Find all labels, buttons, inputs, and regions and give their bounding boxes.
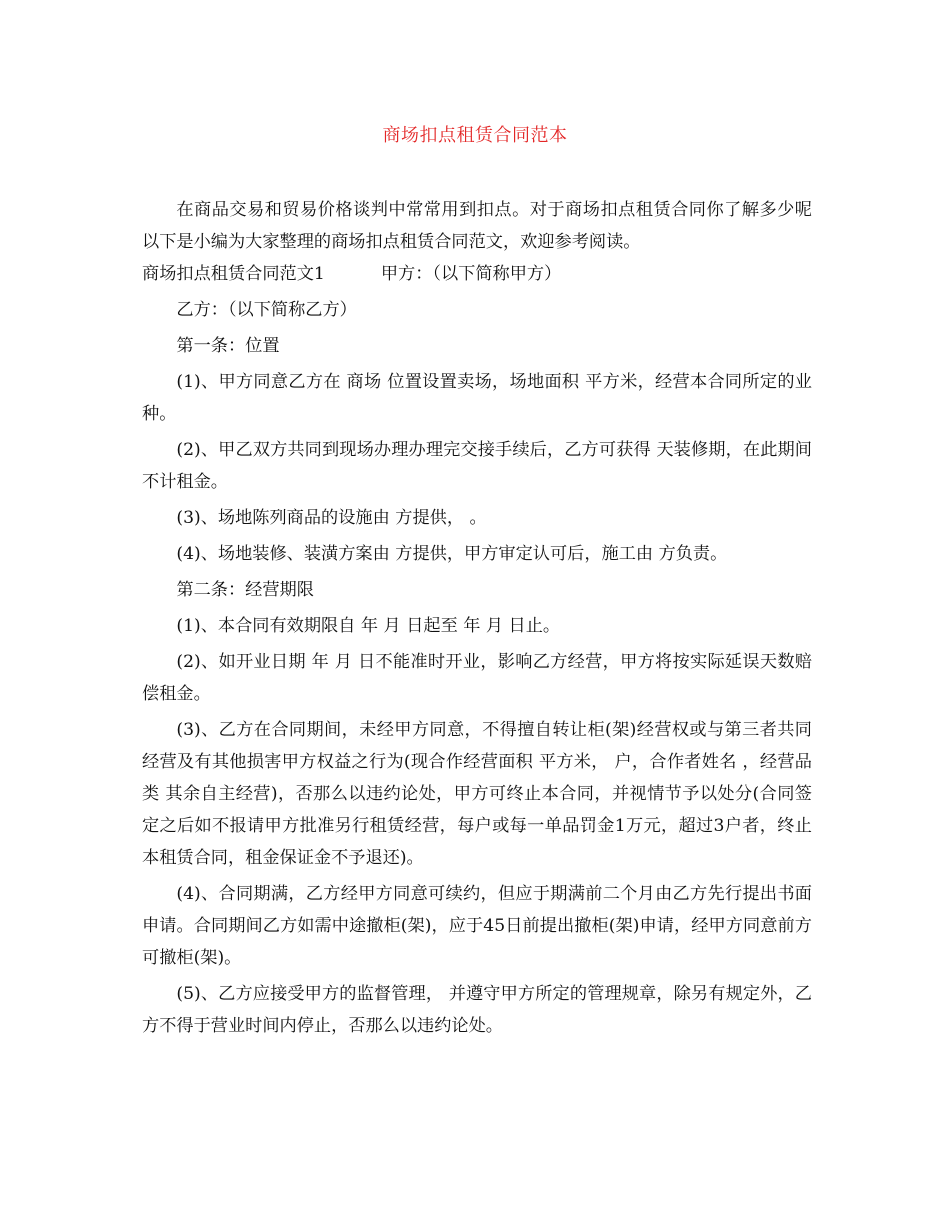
article-1-clause-3: (3)、场地陈列商品的设施由 方提供， 。	[176, 508, 487, 528]
article-2-clause-1: (1)、本合同有效期限自 年 月 日起至 年 月 日止。	[176, 616, 561, 636]
article-2-clause-4: (4)、合同期满，乙方经甲方同意可续约，但应于期满前二个月由乙方先行提出书面申请。合同期间乙方如需中途撤柜(架)，应于45日前提出撤柜(架)申请，经甲方同意前方可撤柜(架)。	[142, 884, 812, 968]
article-1-clause-2: (2)、甲乙双方共同到现场办理办理完交接手续后，乙方可获得 天装修期，在此期间不计租金。	[142, 440, 812, 492]
party-b-line: 乙方：（以下简称乙方）	[176, 300, 357, 320]
intro-paragraph: 在商品交易和贸易价格谈判中常常用到扣点。对于商场扣点租赁合同你了解多少呢以下是小编为大家整理的商场扣点租赁合同范文，欢迎参考阅读。	[142, 200, 812, 252]
party-a-line: 甲方：（以下简称甲方）	[380, 264, 562, 284]
article-1-heading: 第一条：位置	[176, 336, 280, 356]
article-1-clause-4: (4)、场地装修、装潢方案由 方提供，甲方审定认可后，施工由 方负责。	[176, 544, 728, 564]
article-1-clause-1: (1)、甲方同意乙方在 商场 位置设置卖场，场地面积 平方米，经营本合同所定的业种。	[142, 372, 812, 424]
article-2-clause-3: (3)、乙方在合同期间，未经甲方同意，不得擅自转让柜(架)经营权或与第三者共同经营及有其他损害甲方权益之行为(现合作经营面积 平方米， 户，合作者姓名 ，经营品类 其余自主经营)，否那么以违约论处，甲方可终止本合同，并视情节予以处分(合同签定之后如不报请甲方批准另行租赁经营，每户或每一单品罚金1万元，超过3户者，终止本租赁合同，租金保证金不予退还)。	[142, 720, 812, 868]
article-2-clause-2: (2)、如开业日期 年 月 日不能准时开业，影响乙方经营，甲方将按实际延误天数赔偿租金。	[142, 652, 812, 704]
article-2-clause-5: (5)、乙方应接受甲方的监督管理， 并遵守甲方所定的管理规章，除另有规定外，乙方不得于营业时间内停止，否那么以违约论处。	[142, 984, 812, 1036]
document-title: 商场扣点租赁合同范本	[382, 125, 568, 146]
document-body	[142, 194, 812, 1046]
article-2-heading: 第二条：经营期限	[176, 580, 314, 600]
contract-sample-label: 商场扣点租赁合同范文1	[142, 264, 325, 284]
contract-heading-line	[142, 258, 812, 290]
